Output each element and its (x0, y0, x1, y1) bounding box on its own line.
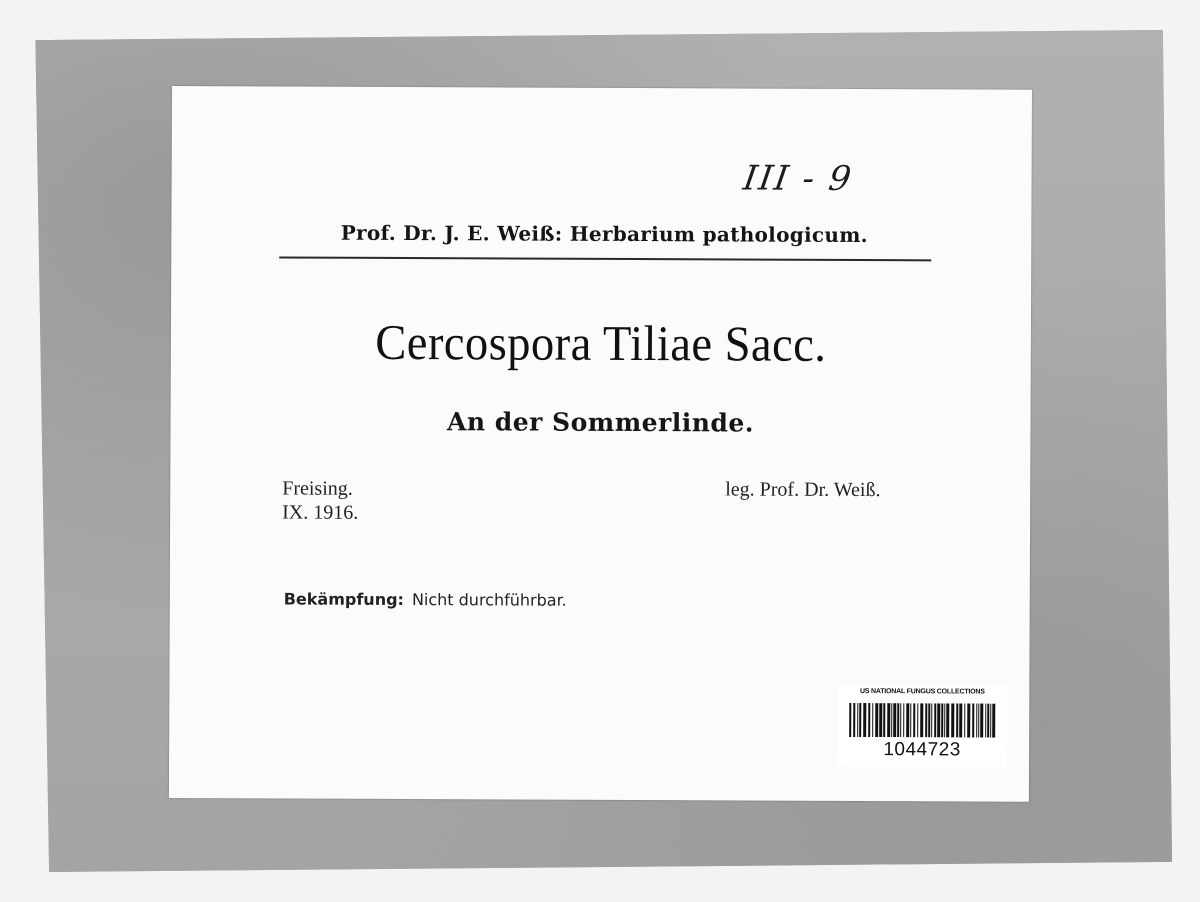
herbarium-header: Prof. Dr. J. E. Weiß: Herbarium pathologicum. (340, 220, 869, 248)
barcode-bar (917, 703, 918, 737)
barcode-bar (928, 703, 930, 737)
barcode-sticker (837, 685, 1007, 768)
barcode-bar (906, 703, 909, 737)
barcode-bar (903, 703, 904, 737)
barcode-bar (967, 703, 970, 737)
barcode-bar (883, 703, 885, 737)
barcode-bar (978, 704, 979, 738)
barcode-bar (853, 703, 855, 737)
barcode-bar (887, 703, 890, 737)
barcode-bar (863, 703, 866, 737)
barcode-bar (985, 704, 986, 738)
barcode-bar (976, 704, 977, 738)
barcode-bar (944, 703, 945, 737)
handwritten-number: III - 9 (740, 158, 856, 199)
barcode-bar (879, 703, 882, 737)
barcode-caption: US NATIONAL FUNGUS COLLECTIONS (859, 688, 985, 696)
barcode-number: 1044723 (883, 739, 961, 761)
barcode-bars-icon (847, 703, 997, 738)
control-label: Bekämpfung: (283, 589, 405, 610)
locality-date (282, 476, 358, 524)
barcode-bar (868, 703, 870, 737)
barcode-bar (956, 703, 958, 737)
barcode-bar (951, 703, 954, 737)
barcode-bar (937, 703, 940, 737)
barcode-bar (980, 704, 983, 738)
control-note (284, 589, 567, 609)
specimen-label (169, 86, 1032, 802)
barcode-bar (891, 703, 892, 737)
barcode-bar (934, 703, 936, 737)
barcode-bar (913, 703, 915, 737)
barcode-bar (972, 703, 974, 737)
host-plant: An der Sommerlinde. (446, 407, 755, 438)
barcode-bar (900, 703, 901, 737)
barcode-bar (959, 703, 962, 737)
barcode-bar (987, 704, 989, 738)
barcode-bar (859, 703, 861, 737)
collection-date: IX. 1916. (282, 501, 359, 524)
barcode-bar (849, 703, 851, 737)
barcode-bar (857, 703, 858, 737)
header-divider (279, 256, 931, 261)
barcode-bar (910, 703, 911, 737)
collector: leg. Prof. Dr. Weiß. (725, 478, 881, 502)
barcode-bar (872, 703, 873, 737)
barcode-bar (920, 703, 923, 737)
barcode-bar (941, 703, 943, 737)
barcode-bar (946, 703, 949, 737)
species-name: Cercospora Tiliae Sacc. (375, 313, 827, 372)
barcode-bar (875, 703, 878, 737)
barcode-bar (964, 703, 965, 737)
barcode-bar (893, 703, 896, 737)
control-value: Nicht durchführbar. (411, 590, 567, 610)
barcode-bar (990, 704, 991, 738)
barcode-bar (931, 703, 932, 737)
barcode-bar (992, 704, 995, 738)
barcode-bar (925, 703, 927, 737)
locality: Freising. (282, 477, 353, 500)
barcode-bar (897, 703, 899, 737)
